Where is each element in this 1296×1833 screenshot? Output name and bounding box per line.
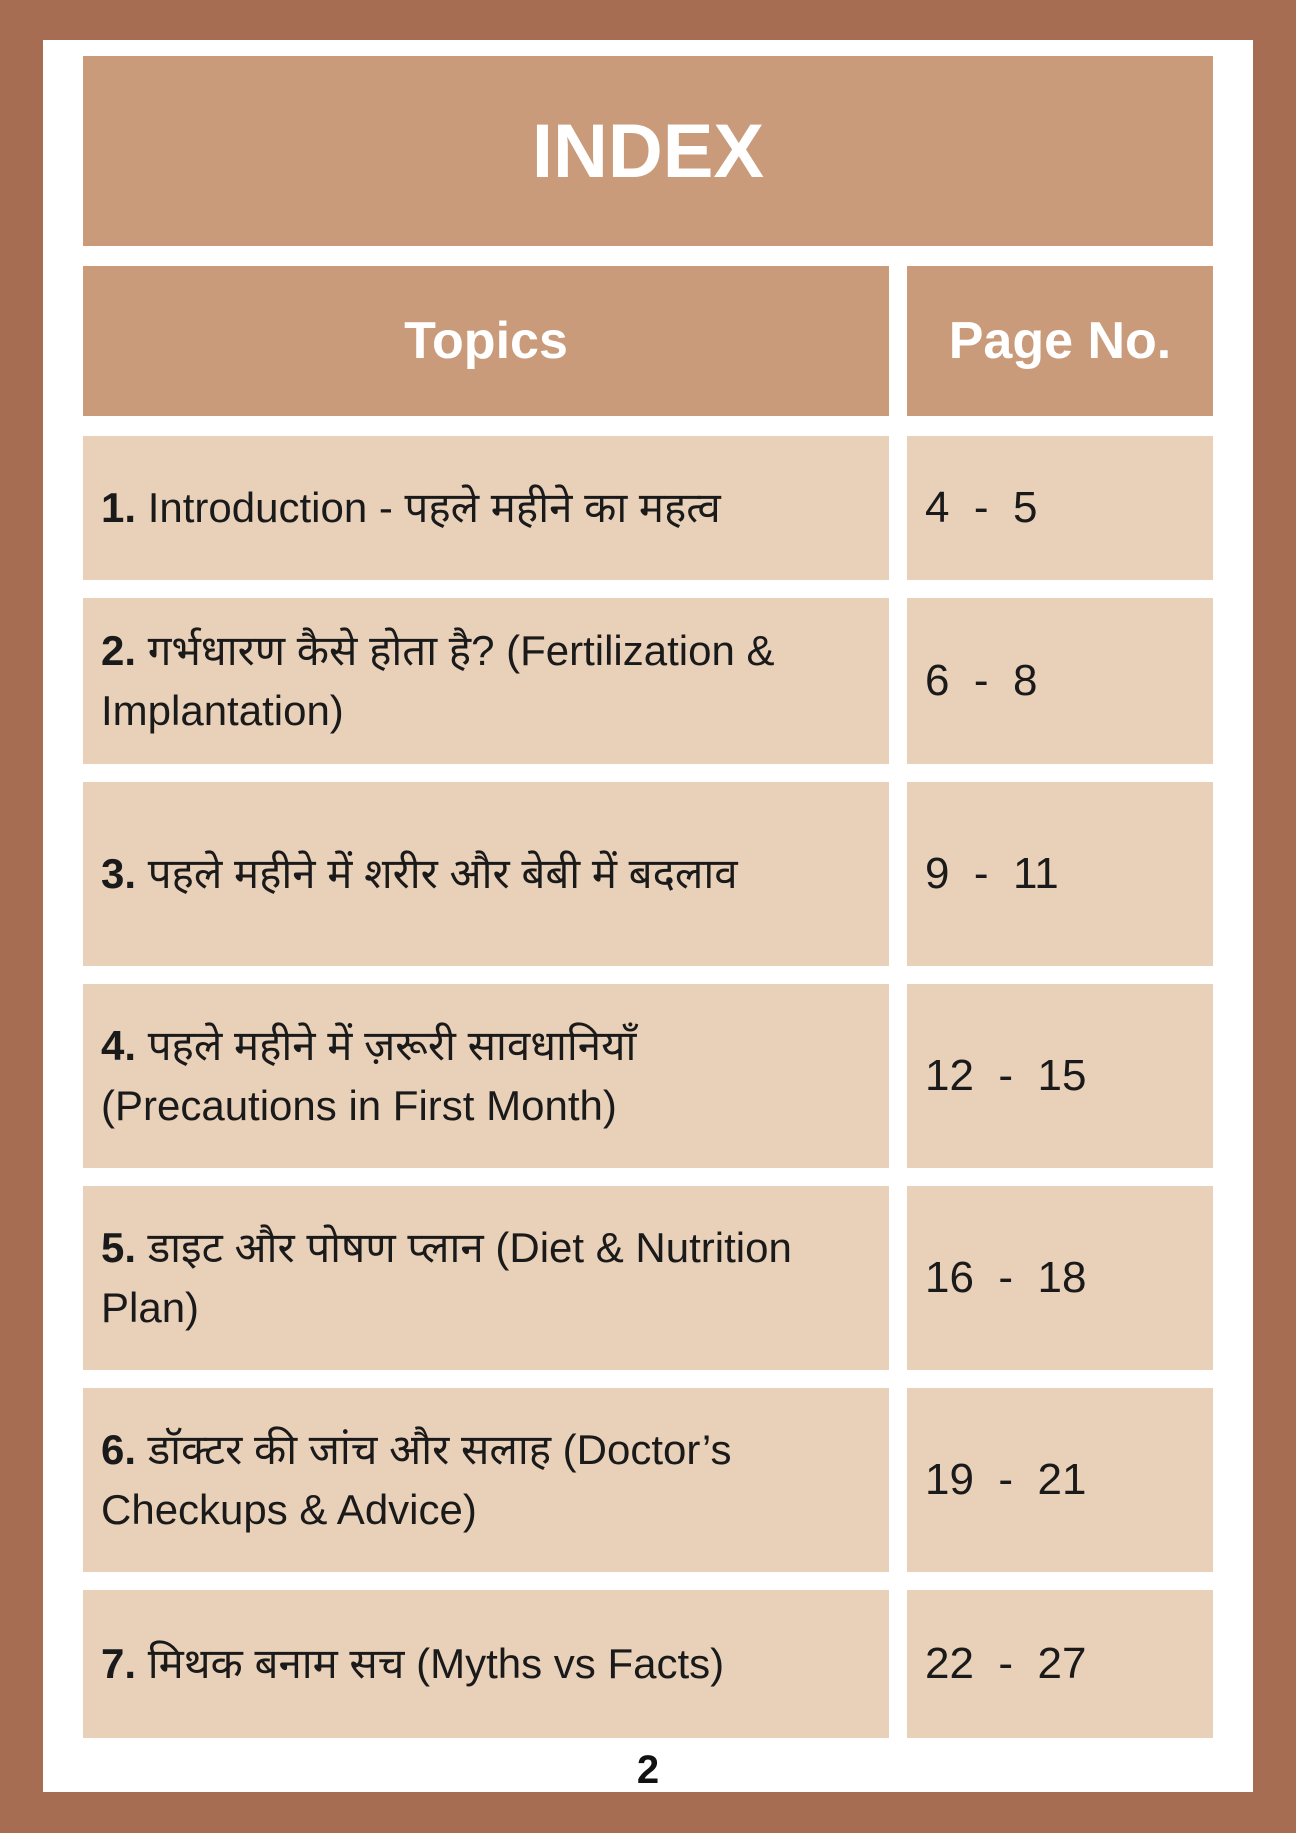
topics-header: Topics <box>83 266 889 416</box>
table-row-pages: 12 - 15 <box>907 984 1213 1168</box>
topic-text: पहले महीने में शरीर और बेबी में बदलाव <box>136 850 738 897</box>
page-no-header: Page No. <box>907 266 1213 416</box>
table-row-pages: 16 - 18 <box>907 1186 1213 1370</box>
table-row-topic <box>83 1186 889 1370</box>
page-number: 2 <box>636 1748 660 1792</box>
table-row-pages: 22 - 27 <box>907 1590 1213 1738</box>
topic-text: मिथक बनाम सच (Myths vs Facts) <box>136 1640 725 1687</box>
topic-number: 7. <box>101 1640 137 1687</box>
table-row-pages: 19 - 21 <box>907 1388 1213 1572</box>
index-title: INDEX <box>83 56 1213 246</box>
table-row-pages: 4 - 5 <box>907 436 1213 580</box>
table-row-pages: 6 - 8 <box>907 598 1213 764</box>
table-row-topic <box>83 782 889 966</box>
table-row-topic <box>83 984 889 1168</box>
topic-number: 5. <box>101 1224 137 1271</box>
topic-number: 1. <box>101 484 137 531</box>
topic-text: Introduction - पहले महीने का महत्व <box>136 484 721 531</box>
topic-number: 4. <box>101 1022 137 1069</box>
topic-number: 6. <box>101 1426 137 1473</box>
topic-text: डॉक्टर की जांच और सलाह (Doctor’s Checkups & Advice) <box>101 1426 732 1533</box>
topic-text: पहले महीने में ज़रूरी सावधानियाँ (Precautions in First Month) <box>101 1022 637 1129</box>
topic-number: 3. <box>101 850 137 897</box>
topic-text: डाइट और पोषण प्लान (Diet & Nutrition Plan) <box>101 1224 792 1331</box>
topic-text: गर्भधारण कैसे होता है? (Fertilization & Implantation) <box>101 627 775 734</box>
table-row-topic <box>83 436 889 580</box>
table-row-topic <box>83 1388 889 1572</box>
table-row-pages: 9 - 11 <box>907 782 1213 966</box>
topic-number: 2. <box>101 627 137 674</box>
table-row-topic <box>83 1590 889 1738</box>
index-page <box>43 40 1253 1792</box>
table-row-topic <box>83 598 889 764</box>
